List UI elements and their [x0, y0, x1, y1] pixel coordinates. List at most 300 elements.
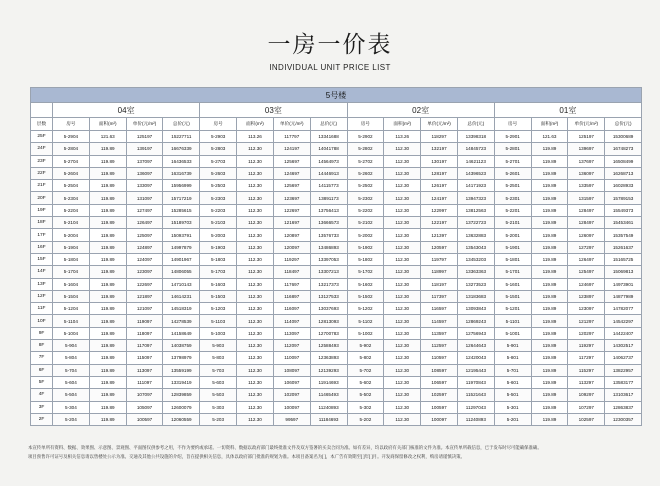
area-cell: 119.89: [531, 290, 568, 302]
unit-number-cell: 5-2502: [347, 180, 384, 192]
unit-price-cell: 114597: [421, 315, 458, 327]
unit-price-cell: 137097: [126, 155, 163, 167]
unit-number-cell: 5-1902: [347, 241, 384, 253]
total-price-cell: 15093791: [163, 229, 200, 241]
unit-price-cell: 115297: [568, 364, 605, 376]
corner-cell: [31, 103, 53, 118]
total-price-cell: 11297043: [457, 401, 494, 413]
area-cell: 112.30: [384, 340, 421, 352]
area-cell: 119.89: [531, 340, 568, 352]
area-cell: 112.30: [237, 364, 274, 376]
unit-price-cell: 133097: [126, 180, 163, 192]
area-cell: 112.30: [384, 229, 421, 241]
total-price-cell: 12863837: [605, 401, 642, 413]
total-price-cell: 16676339: [163, 143, 200, 155]
room-header-02: 02室: [347, 103, 494, 118]
area-cell: 119.89: [89, 376, 126, 388]
total-price-cell: 14564973: [310, 155, 347, 167]
area-cell: 112.30: [237, 253, 274, 265]
area-cell: 113.26: [384, 131, 421, 143]
unit-number-cell: 5-1703: [200, 266, 237, 278]
unit-price-cell: 100097: [421, 413, 458, 425]
unit-price-cell: 124697: [568, 278, 605, 290]
unit-number-cell: 5-2603: [200, 167, 237, 179]
area-cell: 112.30: [384, 352, 421, 364]
total-price-cell: 12644643: [457, 340, 494, 352]
unit-number-cell: 5-501: [494, 389, 531, 401]
total-price-cell: 14614231: [163, 290, 200, 302]
total-price-cell: 16508499: [605, 155, 642, 167]
floor-cell: 9F: [31, 327, 53, 339]
unit-number-cell: 5-2501: [494, 180, 531, 192]
total-price-cell: 11240893: [457, 413, 494, 425]
table-row: [31, 413, 642, 425]
floor-cell: 23F: [31, 155, 53, 167]
area-cell: 112.30: [237, 180, 274, 192]
building-header: 5号楼: [31, 88, 642, 103]
unit-number-cell: 5-203: [200, 413, 237, 425]
unit-number-cell: 5-1901: [494, 241, 531, 253]
unit-number-cell: 5-702: [347, 364, 384, 376]
unit-number-cell: 5-704: [53, 364, 90, 376]
unit-number-cell: 5-2701: [494, 155, 531, 167]
unit-price-cell: 118097: [126, 327, 163, 339]
unit-number-cell: 5-1801: [494, 253, 531, 265]
floor-cell: 16F: [31, 241, 53, 253]
total-price-cell: 14115773: [310, 180, 347, 192]
area-cell: 119.89: [531, 327, 568, 339]
total-price-cell: 15069813: [605, 266, 642, 278]
unit-number-cell: 5-1001: [494, 327, 531, 339]
unit-price-cell: 126197: [421, 180, 458, 192]
table-row: [31, 266, 642, 278]
area-cell: 119.89: [531, 155, 568, 167]
unit-number-cell: 5-1203: [200, 303, 237, 315]
unit-price-cell: 119097: [126, 315, 163, 327]
unit-price-cell: 117797: [273, 131, 310, 143]
unit-number-cell: 5-602: [347, 376, 384, 388]
unit-price-cell: 128497: [568, 217, 605, 229]
unit-price-cell: 106097: [273, 376, 310, 388]
area-cell: 119.89: [89, 278, 126, 290]
area-cell: 119.89: [89, 315, 126, 327]
column-header: 面积(m²): [531, 118, 568, 131]
area-cell: 112.30: [237, 167, 274, 179]
unit-price-cell: 117297: [568, 352, 605, 364]
unit-number-cell: 5-1803: [200, 253, 237, 265]
total-price-cell: 13756413: [310, 204, 347, 216]
unit-price-cell: 112597: [421, 340, 458, 352]
column-header: 房号: [200, 118, 237, 131]
column-header: 房号: [494, 118, 531, 131]
floor-cell: 10F: [31, 315, 53, 327]
area-cell: 112.30: [384, 204, 421, 216]
unit-price-cell: 119797: [421, 253, 458, 265]
table-row: [31, 143, 642, 155]
unit-number-cell: 5-1603: [200, 278, 237, 290]
unit-number-cell: 5-2102: [347, 217, 384, 229]
table-row: [31, 217, 642, 229]
area-cell: 119.89: [531, 266, 568, 278]
total-price-cell: 13576733: [310, 229, 347, 241]
total-price-cell: 12813093: [310, 315, 347, 327]
unit-price-cell: 116897: [273, 290, 310, 302]
floor-cell: 4F: [31, 389, 53, 401]
floor-header: 层数: [31, 118, 53, 131]
floor-cell: 20F: [31, 192, 53, 204]
total-price-cell: 15357549: [605, 229, 642, 241]
unit-price-cell: 122997: [421, 204, 458, 216]
area-cell: 119.89: [89, 204, 126, 216]
unit-number-cell: 5-2002: [347, 229, 384, 241]
column-header: 总价(元): [163, 118, 200, 131]
unit-number-cell: 5-1502: [347, 290, 384, 302]
total-price-cell: 13812563: [457, 204, 494, 216]
floor-cell: 6F: [31, 364, 53, 376]
unit-number-cell: 5-603: [200, 376, 237, 388]
unit-number-cell: 5-302: [347, 401, 384, 413]
area-cell: 121.63: [531, 131, 568, 143]
area-cell: 119.89: [89, 303, 126, 315]
area-cell: 119.89: [89, 217, 126, 229]
area-cell: 119.89: [89, 352, 126, 364]
area-cell: 119.89: [89, 180, 126, 192]
total-price-cell: 11521643: [457, 389, 494, 401]
unit-price-cell: 123097: [126, 266, 163, 278]
unit-number-cell: 5-2601: [494, 167, 531, 179]
total-price-cell: 13453203: [457, 253, 494, 265]
unit-price-cell: 106597: [421, 376, 458, 388]
total-price-cell: 14302517: [605, 340, 642, 352]
unit-number-cell: 5-2103: [200, 217, 237, 229]
unit-number-cell: 5-2901: [494, 131, 531, 143]
unit-number-cell: 5-1104: [53, 315, 90, 327]
table-row: [31, 401, 642, 413]
unit-price-cell: 124897: [126, 241, 163, 253]
area-cell: 112.30: [237, 352, 274, 364]
unit-price-cell: 130197: [421, 155, 458, 167]
unit-number-cell: 5-2602: [347, 167, 384, 179]
unit-price-cell: 99597: [273, 413, 310, 425]
total-price-cell: 13037693: [310, 303, 347, 315]
area-cell: 112.30: [384, 364, 421, 376]
unit-number-cell: 5-1103: [200, 315, 237, 327]
table-row: [31, 303, 642, 315]
unit-number-cell: 5-2902: [347, 131, 384, 143]
area-cell: 119.89: [531, 364, 568, 376]
area-cell: 119.89: [89, 364, 126, 376]
total-price-cell: 13093843: [457, 303, 494, 315]
unit-number-cell: 5-2801: [494, 143, 531, 155]
total-price-cell: 13183683: [457, 290, 494, 302]
unit-number-cell: 5-1004: [53, 327, 90, 339]
unit-number-cell: 5-1101: [494, 315, 531, 327]
unit-price-cell: 109297: [568, 389, 605, 401]
unit-price-cell: 115097: [126, 352, 163, 364]
unit-price-cell: 124197: [421, 192, 458, 204]
table-row: [31, 253, 642, 265]
unit-number-cell: 5-802: [347, 352, 384, 364]
total-price-cell: 15227711: [163, 131, 200, 143]
unit-number-cell: 5-201: [494, 413, 531, 425]
unit-number-cell: 5-1501: [494, 290, 531, 302]
unit-price-cell: 118497: [273, 266, 310, 278]
total-price-cell: 14997879: [163, 241, 200, 253]
unit-number-cell: 5-2904: [53, 131, 90, 143]
total-price-cell: 14782077: [605, 303, 642, 315]
unit-number-cell: 5-701: [494, 364, 531, 376]
unit-price-cell: 117697: [273, 278, 310, 290]
total-price-cell: 14062737: [605, 352, 642, 364]
table-row: [31, 167, 642, 179]
unit-number-cell: 5-601: [494, 376, 531, 388]
room-header-04: 04室: [53, 103, 200, 118]
unit-number-cell: 5-1704: [53, 266, 90, 278]
area-cell: 119.89: [89, 327, 126, 339]
total-price-cell: 14901967: [163, 253, 200, 265]
floor-cell: 25F: [31, 131, 53, 143]
unit-price-cell: 113297: [568, 376, 605, 388]
total-price-cell: 16316739: [163, 167, 200, 179]
unit-number-cell: 5-2302: [347, 192, 384, 204]
unit-price-cell: 118297: [421, 131, 458, 143]
table-row: [31, 340, 642, 352]
area-cell: 119.89: [89, 290, 126, 302]
table-row: [31, 376, 642, 388]
unit-number-cell: 5-1601: [494, 278, 531, 290]
unit-number-cell: 5-304: [53, 401, 90, 413]
floor-cell: 12F: [31, 290, 53, 302]
unit-price-cell: 125497: [568, 266, 605, 278]
table-row: [31, 352, 642, 364]
unit-price-cell: 119297: [568, 340, 605, 352]
unit-number-cell: 5-804: [53, 352, 90, 364]
total-price-cell: 14845723: [457, 143, 494, 155]
area-cell: 112.30: [237, 229, 274, 241]
area-cell: 121.63: [89, 131, 126, 143]
total-price-cell: 13307213: [310, 266, 347, 278]
unit-price-cell: 131097: [126, 192, 163, 204]
unit-number-cell: 5-604: [53, 376, 90, 388]
area-cell: 119.89: [531, 389, 568, 401]
area-cell: 119.89: [531, 229, 568, 241]
total-price-cell: 14518319: [163, 303, 200, 315]
unit-price-cell: 120097: [273, 241, 310, 253]
floor-cell: 3F: [31, 401, 53, 413]
unit-number-cell: 5-303: [200, 401, 237, 413]
unit-number-cell: 5-2802: [347, 143, 384, 155]
total-price-cell: 16028933: [605, 180, 642, 192]
column-header: 面积(m²): [384, 118, 421, 131]
column-header: 总价(元): [457, 118, 494, 131]
unit-price-cell: 114097: [273, 315, 310, 327]
area-cell: 119.89: [531, 180, 568, 192]
area-cell: 119.89: [531, 278, 568, 290]
page-subtitle: INDIVIDUAL UNIT PRICE LIST: [269, 63, 391, 72]
area-cell: 112.30: [384, 389, 421, 401]
unit-price-cell: 136097: [126, 167, 163, 179]
floor-cell: 17F: [31, 229, 53, 241]
unit-number-cell: 5-1903: [200, 241, 237, 253]
unit-price-cell: 102097: [273, 389, 310, 401]
table-body: [31, 131, 642, 426]
table-row: [31, 204, 642, 216]
total-price-cell: 11970843: [457, 376, 494, 388]
unit-price-cell: 108597: [421, 364, 458, 376]
unit-price-cell: 111097: [126, 376, 163, 388]
unit-number-cell: 5-202: [347, 413, 384, 425]
area-cell: 119.89: [89, 266, 126, 278]
unit-price-cell: 117097: [126, 340, 163, 352]
column-header: 单价(元/m²): [126, 118, 163, 131]
area-cell: 112.30: [384, 278, 421, 290]
unit-number-cell: 5-1802: [347, 253, 384, 265]
total-price-cell: 14041788: [310, 143, 347, 155]
area-cell: 119.89: [531, 253, 568, 265]
total-price-cell: 14877989: [605, 290, 642, 302]
total-price-cell: 15717219: [163, 192, 200, 204]
total-price-cell: 15300689: [605, 131, 642, 143]
area-cell: 119.89: [89, 143, 126, 155]
area-cell: 119.89: [89, 340, 126, 352]
table-row: [31, 192, 642, 204]
unit-number-cell: 5-1201: [494, 303, 531, 315]
unit-number-cell: 5-2303: [200, 192, 237, 204]
total-price-cell: 14422407: [605, 327, 642, 339]
unit-price-cell: 117397: [421, 290, 458, 302]
total-price-cell: 15789153: [605, 192, 642, 204]
unit-number-cell: 5-903: [200, 340, 237, 352]
total-price-cell: 13543043: [457, 241, 494, 253]
total-price-cell: 13947323: [457, 192, 494, 204]
floor-cell: 11F: [31, 303, 53, 315]
unit-price-cell: 112097: [273, 340, 310, 352]
unit-number-cell: 5-503: [200, 389, 237, 401]
unit-number-cell: 5-703: [200, 364, 237, 376]
area-cell: 119.89: [531, 401, 568, 413]
area-cell: 119.89: [531, 204, 568, 216]
unit-number-cell: 5-2201: [494, 204, 531, 216]
room-header-03: 03室: [200, 103, 347, 118]
table-row: [31, 290, 642, 302]
total-price-cell: 13363363: [457, 266, 494, 278]
total-price-cell: 14973901: [605, 278, 642, 290]
area-cell: 112.30: [237, 340, 274, 352]
unit-number-cell: 5-301: [494, 401, 531, 413]
total-price-cell: 16268713: [605, 167, 642, 179]
unit-price-cell: 121097: [126, 303, 163, 315]
unit-number-cell: 5-1904: [53, 241, 90, 253]
area-cell: 112.30: [384, 192, 421, 204]
unit-price-cell: 105097: [126, 401, 163, 413]
unit-number-cell: 5-2504: [53, 180, 90, 192]
area-cell: 112.30: [384, 266, 421, 278]
column-header: 房号: [53, 118, 90, 131]
total-price-cell: 13822957: [605, 364, 642, 376]
total-price-cell: 11914693: [310, 376, 347, 388]
total-price-cell: 14806055: [163, 266, 200, 278]
area-cell: 112.30: [237, 155, 274, 167]
unit-price-cell: 110097: [273, 352, 310, 364]
floor-cell: 5F: [31, 376, 53, 388]
column-header: 面积(m²): [237, 118, 274, 131]
floor-cell: 8F: [31, 340, 53, 352]
total-price-cell: 13341688: [310, 131, 347, 143]
unit-price-cell: 102597: [421, 389, 458, 401]
area-cell: 119.89: [531, 315, 568, 327]
unit-price-cell: 127497: [126, 204, 163, 216]
floor-cell: 14F: [31, 266, 53, 278]
total-price-cell: 12420043: [457, 352, 494, 364]
unit-number-cell: 5-2702: [347, 155, 384, 167]
unit-number-cell: 5-2804: [53, 143, 90, 155]
column-header: 单价(元/m²): [421, 118, 458, 131]
unit-price-cell: 132197: [421, 143, 458, 155]
unit-price-cell: 137697: [568, 155, 605, 167]
total-price-cell: 13397053: [310, 253, 347, 265]
unit-number-cell: 5-1002: [347, 327, 384, 339]
unit-price-cell: 128497: [568, 204, 605, 216]
area-cell: 119.89: [531, 352, 568, 364]
table-row: [31, 180, 642, 192]
unit-price-cell: 116597: [421, 303, 458, 315]
unit-number-cell: 5-904: [53, 340, 90, 352]
total-price-cell: 11184693: [310, 413, 347, 425]
table-row: [31, 278, 642, 290]
unit-number-cell: 5-1102: [347, 315, 384, 327]
unit-number-cell: 5-2104: [53, 217, 90, 229]
area-cell: 112.30: [384, 253, 421, 265]
area-cell: 119.89: [89, 155, 126, 167]
unit-number-cell: 5-2903: [200, 131, 237, 143]
unit-price-cell: 110597: [421, 352, 458, 364]
table-row: [31, 364, 642, 376]
unit-number-cell: 5-2203: [200, 204, 237, 216]
floor-cell: 13F: [31, 278, 53, 290]
table-row: [31, 155, 642, 167]
column-header: 单价(元/m²): [568, 118, 605, 131]
area-cell: 112.30: [384, 180, 421, 192]
unit-price-cell: 131597: [568, 192, 605, 204]
unit-price-cell: 118997: [421, 266, 458, 278]
unit-number-cell: 5-1503: [200, 290, 237, 302]
disclaimer-line: 本宣传单所有资料、数据、效果图、示意图、景观图、平面图仅供参考之用，不作为要约或承诺。一切资料、数据以政府部门最终批准文件及双方签署的买卖合同为准。如有差异，均以政府有关部门核准的文件为准。本宣传单所载信息，已于发布时尽可能确保准确。: [28, 445, 542, 450]
unit-price-cell: 136097: [568, 167, 605, 179]
unit-price-cell: 119297: [273, 253, 310, 265]
total-price-cell: 13127533: [310, 290, 347, 302]
area-cell: 119.89: [89, 229, 126, 241]
unit-price-cell: 118197: [421, 278, 458, 290]
column-header: 房号: [347, 118, 384, 131]
area-cell: 112.30: [237, 413, 274, 425]
total-price-cell: 13559199: [163, 364, 200, 376]
unit-number-cell: 5-901: [494, 340, 531, 352]
unit-price-cell: 120897: [273, 229, 310, 241]
area-cell: 112.30: [384, 290, 421, 302]
area-cell: 119.89: [89, 413, 126, 425]
total-price-cell: 14038759: [163, 340, 200, 352]
unit-price-cell: 124097: [126, 253, 163, 265]
unit-number-cell: 5-2001: [494, 229, 531, 241]
total-price-cell: 12195443: [457, 364, 494, 376]
unit-price-cell: 124197: [273, 143, 310, 155]
area-cell: 119.89: [531, 167, 568, 179]
unit-number-cell: 5-1804: [53, 253, 90, 265]
total-price-cell: 14710143: [163, 278, 200, 290]
total-price-cell: 15165725: [605, 253, 642, 265]
area-cell: 112.30: [384, 241, 421, 253]
area-cell: 119.89: [531, 217, 568, 229]
